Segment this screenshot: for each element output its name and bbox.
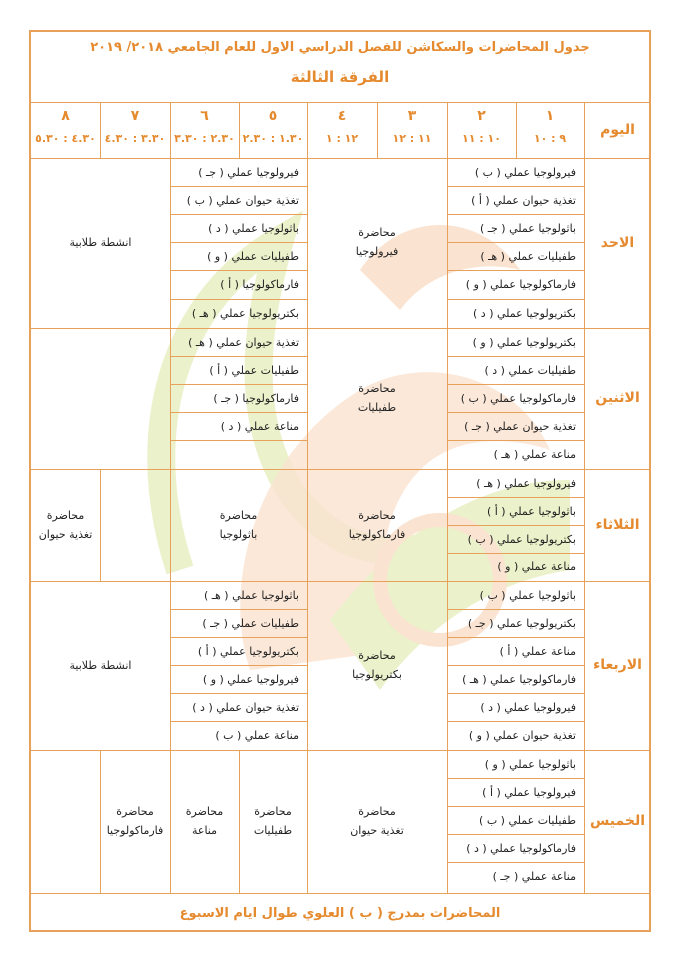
lecture-cell: محاضرة فيرولوجيا — [355, 226, 399, 258]
list-item: فارماكولوجيا عملي ( هـ ) — [462, 673, 576, 686]
period-6-number: ٦ — [200, 108, 209, 124]
list-item: بكتريولوجيا عملي ( هـ ) — [191, 307, 299, 320]
list-item: طفيليات عملي ( هـ ) — [480, 250, 576, 263]
lecture-cell: محاضرة طفيليات — [357, 382, 397, 414]
activities-cell: انشطة طلابية — [69, 659, 132, 672]
list-item: تغذية حيوان عملي ( د ) — [192, 701, 299, 714]
list-item: فيرولوجيا عملي ( و ) — [202, 673, 299, 686]
list-item: فارماكولوجيا ( أ ) — [220, 278, 299, 291]
period-1-time: ٩ : ١٠ — [533, 132, 567, 145]
period-4-time: ١٢ : ١ — [325, 132, 359, 145]
list-item: تغذية حيوان عملي ( أ ) — [471, 194, 576, 207]
lecture-cell: محاضرة تغذية حيوان — [38, 509, 93, 541]
day-thursday: الخميس — [589, 813, 646, 829]
period-5-number: ٥ — [268, 108, 278, 124]
list-item: تغذية حيوان عملي ( هـ ) — [188, 336, 299, 349]
lecture-cell: محاضرة طفيليات — [253, 805, 293, 837]
period-3-number: ٣ — [407, 108, 417, 124]
list-item: بكتريولوجيا عملي ( و ) — [472, 336, 576, 349]
day-sunday: الاحد — [600, 235, 635, 251]
period-5-time: ١.٣٠ : ٢.٣٠ — [242, 132, 304, 145]
day-tuesday: الثلاثاء — [595, 517, 640, 533]
list-item: بكتريولوجيا عملي ( أ ) — [197, 645, 299, 658]
period-3-time: ١١ : ١٢ — [392, 132, 432, 145]
lecture-cell: محاضرة مناعة — [185, 805, 224, 837]
list-item: فيرولوجيا عملي ( د ) — [480, 701, 576, 714]
footer-note: المحاضرات بمدرج ( ب ) العلوي طوال ايام الاسبوع — [179, 906, 501, 921]
lecture-cell: محاضرة باثولوجيا — [219, 509, 258, 541]
list-item: طفيليات عملي ( ب ) — [479, 814, 576, 827]
list-item: باثولوجيا عملي ( د ) — [208, 222, 299, 235]
lecture-cell: محاضرة فارماكولوجيا — [348, 509, 406, 541]
list-item: مناعة عملي ( هـ ) — [493, 448, 576, 461]
period-7-time: ٣.٣٠ : ٤.٣٠ — [104, 132, 166, 145]
period-4-number: ٤ — [337, 108, 347, 124]
list-item: طفيليات عملي ( أ ) — [209, 364, 299, 377]
list-item: فارماكولوجيا عملي ( د ) — [466, 842, 576, 855]
list-item: طفيليات عملي ( د ) — [484, 364, 576, 377]
day-wednesday: الاربعاء — [593, 657, 642, 673]
list-item: مناعة عملي ( و ) — [497, 560, 576, 573]
list-item: تغذية حيوان عملي ( ب ) — [186, 194, 299, 207]
list-item: فارماكولوجيا عملي ( و ) — [465, 278, 576, 291]
period-8-number: ٨ — [61, 108, 70, 124]
list-item: مناعة عملي ( د ) — [220, 420, 299, 433]
document-title: جدول المحاضرات والسكاشن للفصل الدراسي الاول للعام الجامعي ٢٠١٨/ ٢٠١٩ — [90, 40, 590, 55]
list-item: تغذية حيوان عملي ( و ) — [468, 729, 576, 742]
list-item: بكتريولوجيا عملي ( د ) — [473, 307, 576, 320]
list-item: باثولوجيا عملي ( و ) — [484, 758, 576, 771]
document-subtitle: الفرقة الثالثة — [290, 68, 390, 86]
list-item: طفيليات عملي ( و ) — [207, 250, 299, 263]
list-item: مناعة عملي ( أ ) — [499, 645, 576, 658]
period-2-time: ١٠ : ١١ — [462, 132, 501, 145]
period-1-number: ١ — [545, 108, 555, 124]
list-item: فيرولوجيا عملي ( جـ ) — [198, 166, 299, 179]
period-6-time: ٢.٣٠ : ٣.٣٠ — [174, 132, 235, 145]
header-day-label: اليوم — [600, 122, 635, 138]
period-7-number: ٧ — [130, 108, 140, 124]
lecture-cell: محاضرة تغذية حيوان — [350, 805, 404, 837]
list-item: فيرولوجيا عملي ( ب ) — [474, 166, 576, 179]
period-8-time: ٤.٣٠ : ٥.٣٠ — [35, 132, 96, 145]
list-item: فارماكولوجيا عملي ( ب ) — [460, 392, 576, 405]
lecture-cell: محاضرة بكتريولوجيا — [352, 649, 402, 681]
list-item: تغذية حيوان عملي ( جـ ) — [464, 420, 576, 433]
list-item: باثولوجيا عملي ( ب ) — [479, 589, 576, 602]
period-2-number: ٢ — [477, 108, 486, 124]
list-item: بكتريولوجيا عملي ( ب ) — [467, 533, 576, 546]
list-item: فيرولوجيا عملي ( أ ) — [482, 786, 576, 799]
list-item: بكتريولوجيا عملي ( جـ ) — [467, 617, 576, 630]
list-item: مناعة عملي ( جـ ) — [492, 870, 576, 883]
list-item: باثولوجيا عملي ( جـ ) — [480, 222, 576, 235]
activities-cell: انشطة طلابية — [69, 236, 132, 249]
day-monday: الاثنين — [595, 390, 640, 406]
schedule-sheet — [29, 30, 651, 932]
list-item: طفيليات عملي ( جـ ) — [202, 617, 299, 630]
list-item: مناعة عملي ( ب ) — [215, 729, 299, 742]
lecture-cell: محاضرة فارماكولوجيا — [106, 805, 164, 837]
list-item: فيرولوجيا عملي ( هـ ) — [476, 477, 576, 490]
list-item: باثولوجيا عملي ( هـ ) — [204, 589, 299, 602]
list-item: فارماكولوجيا ( جـ ) — [213, 392, 299, 405]
list-item: باثولوجيا عملي ( أ ) — [486, 505, 576, 518]
